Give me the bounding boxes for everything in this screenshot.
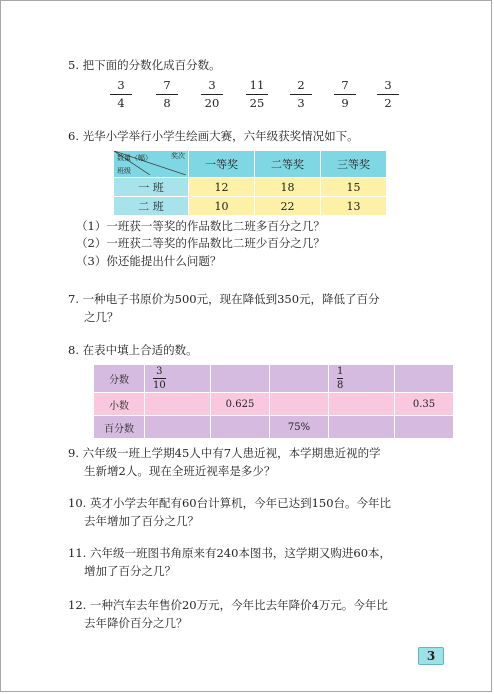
page-number-badge: 3 xyxy=(418,647,444,665)
row-label: 百分数 xyxy=(94,416,145,439)
question-text-line2: 去年增加了百分之几？ xyxy=(84,514,199,528)
table-cell: 13 xyxy=(321,197,387,216)
table-cell: 15 xyxy=(321,178,387,197)
question-text: 在表中填上合适的数。 xyxy=(82,343,198,357)
question-6 xyxy=(68,127,359,145)
table-cell xyxy=(329,416,395,439)
question-number: 7. xyxy=(68,292,79,306)
table-cell xyxy=(270,365,329,393)
question-5 xyxy=(68,56,221,74)
question-text: 光华小学举行小学生绘画大赛，六年级获奖情况如下。 xyxy=(82,129,359,143)
row-label: 一 班 xyxy=(114,178,189,197)
sub-question-3: （3）你还能提出什么问题？ xyxy=(76,254,222,268)
question-number: 12. xyxy=(68,598,87,612)
table-cell xyxy=(145,416,211,439)
question-number: 11. xyxy=(68,546,87,560)
question-text-line2: 增加了百分之几？ xyxy=(84,564,176,578)
fraction: 3 20 xyxy=(201,78,223,110)
row-label: 二 班 xyxy=(114,197,189,216)
table-cell xyxy=(145,393,211,416)
table-cell: 0.625 xyxy=(211,393,270,416)
fraction: 7 8 xyxy=(156,78,178,110)
table-cell xyxy=(211,416,270,439)
question-number: 6. xyxy=(68,129,79,143)
question-number: 8. xyxy=(68,343,79,357)
column-header: 二等奖 xyxy=(255,151,321,178)
sub-question-2: （2）一班获二等奖的作品数比二班少百分之几？ xyxy=(76,236,325,250)
row-label: 分数 xyxy=(94,365,145,393)
sub-question-1: （1）一班获一等奖的作品数比二班多百分之几？ xyxy=(76,219,325,233)
question-text-line2: 去年降价百分之几？ xyxy=(84,616,188,630)
table-cell xyxy=(395,416,454,439)
fraction: 7 9 xyxy=(334,78,356,110)
table-cell: 0.35 xyxy=(395,393,454,416)
question-text: 把下面的分数化成百分数。 xyxy=(82,58,221,72)
fraction: 3 2 xyxy=(377,78,399,110)
fraction: 2 3 xyxy=(290,78,312,110)
question-number: 5. xyxy=(68,58,79,72)
table-cell xyxy=(395,365,454,393)
conversion-table xyxy=(93,364,454,439)
fraction-list xyxy=(110,78,410,118)
table-cell: 18 xyxy=(255,178,321,197)
corner-label-award: 奖次 xyxy=(171,152,185,160)
table-row xyxy=(114,178,387,197)
fraction: $\frac{3}{10}$ xyxy=(153,366,166,391)
question-text-line2: 生新增2人。现在全班近视率是多少？ xyxy=(84,464,276,478)
fraction: 11 25 xyxy=(246,78,268,110)
table-row xyxy=(114,197,387,216)
column-header: 一等奖 xyxy=(189,151,255,178)
table-cell xyxy=(145,365,211,393)
question-12 xyxy=(68,596,388,632)
table-row-fraction xyxy=(94,365,454,393)
question-number: 10. xyxy=(68,496,87,510)
question-text-line1: 一种电子书原价为500元，现在降低到350元，降低了百分 xyxy=(82,292,380,306)
row-label: 小数 xyxy=(94,393,145,416)
fraction: 3 4 xyxy=(110,78,132,110)
question-11 xyxy=(68,544,391,580)
table-cell xyxy=(270,393,329,416)
corner-label-class: 班级 xyxy=(117,167,131,175)
fraction: $\frac{1}{8}$ xyxy=(337,366,344,391)
table-cell xyxy=(211,365,270,393)
table-cell xyxy=(329,365,395,393)
table-cell: 75% xyxy=(270,416,329,439)
question-text-line1: 六年级一班图书角原来有240本图书，这学期又购进60本， xyxy=(89,546,392,560)
corner-label-quantity: 数量（幅） xyxy=(117,154,152,162)
table-cell: 22 xyxy=(255,197,321,216)
table-cell: 12 xyxy=(189,178,255,197)
table-cell: 10 xyxy=(189,197,255,216)
question-text-line1: 一种汽车去年售价20万元，今年比去年降价4万元。今年比 xyxy=(89,598,388,612)
question-text-line1: 英才小学去年配有60台计算机，今年已达到150台。今年比 xyxy=(89,496,392,510)
question-text-line2: 之几？ xyxy=(84,310,119,324)
question-8 xyxy=(68,341,198,359)
table-row-decimal xyxy=(94,393,454,416)
column-header: 三等奖 xyxy=(321,151,387,178)
question-9 xyxy=(68,444,381,480)
question-7 xyxy=(68,290,380,326)
question-10 xyxy=(68,494,391,530)
award-table xyxy=(113,150,387,216)
question-number: 9. xyxy=(68,446,79,460)
table-row-percent xyxy=(94,416,454,439)
question-text-line1: 六年级一班上学期45人中有7人患近视，本学期患近视的学 xyxy=(82,446,381,460)
table-cell xyxy=(329,393,395,416)
table-corner-cell xyxy=(114,151,189,178)
